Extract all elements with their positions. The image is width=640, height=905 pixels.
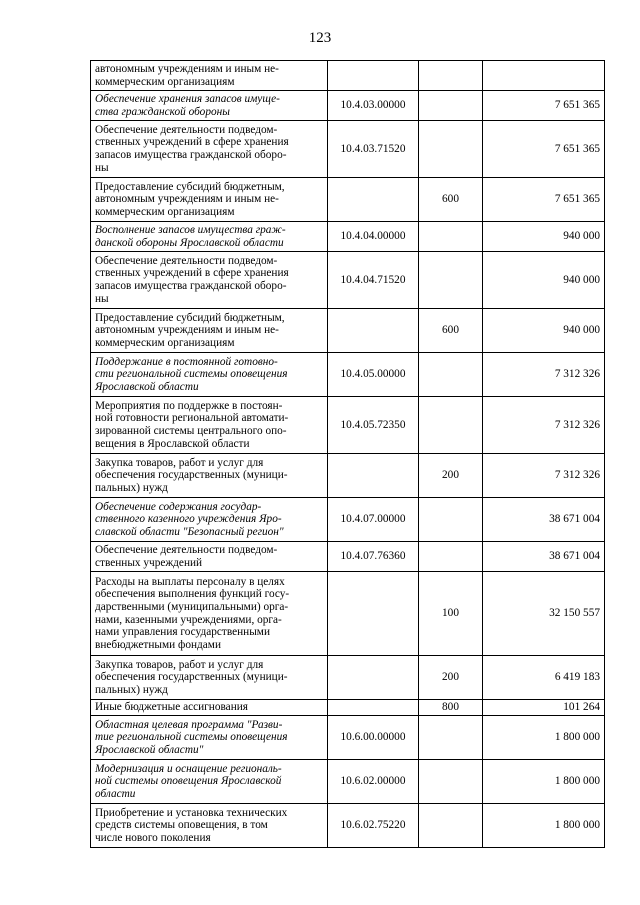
type-cell xyxy=(419,61,483,91)
amount-cell: 940 000 xyxy=(483,222,605,252)
type-cell xyxy=(419,91,483,121)
table-row xyxy=(91,542,605,572)
amount-cell: 32 150 557 xyxy=(483,572,605,656)
code-cell xyxy=(328,61,419,91)
code-cell: 10.4.07.76360 xyxy=(328,542,419,572)
code-cell: 10.4.04.00000 xyxy=(328,222,419,252)
name-cell: Закупка товаров, работ и услуг для обеспечения государственных (муници- пальных) нужд xyxy=(91,656,328,700)
table-row xyxy=(91,309,605,353)
amount-cell: 7 651 365 xyxy=(483,121,605,178)
type-cell xyxy=(419,542,483,572)
code-cell: 10.4.03.71520 xyxy=(328,121,419,178)
name-cell: Областная целевая программа "Разви- тие региональной системы оповещения Ярославской области" xyxy=(91,716,328,760)
code-cell: 10.6.00.00000 xyxy=(328,716,419,760)
table-row xyxy=(91,252,605,309)
code-cell: 10.4.05.72350 xyxy=(328,397,419,454)
type-cell xyxy=(419,760,483,804)
type-cell: 800 xyxy=(419,700,483,716)
name-cell: Восполнение запасов имущества граж- данской обороны Ярославской области xyxy=(91,222,328,252)
code-cell xyxy=(328,572,419,656)
name-cell: Иные бюджетные ассигнования xyxy=(91,700,328,716)
amount-cell: 940 000 xyxy=(483,252,605,309)
name-cell: Обеспечение содержания государ- ственного казенного учреждения Яро- славской области "Безопасный регион" xyxy=(91,498,328,542)
type-cell xyxy=(419,252,483,309)
name-cell: Модернизация и оснащение региональ- ной системы оповещения Ярославской области xyxy=(91,760,328,804)
type-cell xyxy=(419,804,483,848)
table-row xyxy=(91,121,605,178)
table-row xyxy=(91,454,605,498)
table-row xyxy=(91,397,605,454)
name-cell: Приобретение и установка технических средств системы оповещения, в том числе нового поколения xyxy=(91,804,328,848)
name-cell: Обеспечение деятельности подведом- ственных учреждений в сфере хранения запасов имущества гражданской оборо- ны xyxy=(91,121,328,178)
amount-cell: 1 800 000 xyxy=(483,716,605,760)
name-cell: Поддержание в постоянной готовно- сти региональной системы оповещения Ярославской области xyxy=(91,353,328,397)
table-row xyxy=(91,656,605,700)
code-cell xyxy=(328,656,419,700)
amount-cell: 7 312 326 xyxy=(483,397,605,454)
table-row xyxy=(91,353,605,397)
amount-cell: 38 671 004 xyxy=(483,542,605,572)
table-row xyxy=(91,61,605,91)
amount-cell: 6 419 183 xyxy=(483,656,605,700)
code-cell xyxy=(328,700,419,716)
type-cell: 200 xyxy=(419,454,483,498)
amount-cell: 101 264 xyxy=(483,700,605,716)
page-number: 123 xyxy=(308,30,332,46)
type-cell: 600 xyxy=(419,309,483,353)
type-cell: 200 xyxy=(419,656,483,700)
type-cell xyxy=(419,716,483,760)
code-cell: 10.4.03.00000 xyxy=(328,91,419,121)
budget-table xyxy=(90,60,605,848)
code-cell xyxy=(328,454,419,498)
table-row xyxy=(91,716,605,760)
table-row xyxy=(91,760,605,804)
type-cell: 100 xyxy=(419,572,483,656)
table-row xyxy=(91,572,605,656)
table-row xyxy=(91,91,605,121)
code-cell xyxy=(328,178,419,222)
code-cell: 10.6.02.75220 xyxy=(328,804,419,848)
table-row xyxy=(91,804,605,848)
code-cell: 10.4.05.00000 xyxy=(328,353,419,397)
amount-cell xyxy=(483,61,605,91)
type-cell xyxy=(419,353,483,397)
name-cell: Расходы на выплаты персоналу в целях обеспечения выполнения функций госу- дарственными (муниципальными) орга- нами, казенными учреждениями, орга- нами управления государственными внебюджетными фондами xyxy=(91,572,328,656)
type-cell xyxy=(419,121,483,178)
type-cell: 600 xyxy=(419,178,483,222)
amount-cell: 38 671 004 xyxy=(483,498,605,542)
name-cell: Обеспечение деятельности подведом- ственных учреждений в сфере хранения запасов имущества гражданской оборо- ны xyxy=(91,252,328,309)
code-cell: 10.4.04.71520 xyxy=(328,252,419,309)
table-row xyxy=(91,222,605,252)
type-cell xyxy=(419,222,483,252)
name-cell: Закупка товаров, работ и услуг для обеспечения государственных (муници- пальных) нужд xyxy=(91,454,328,498)
table-row xyxy=(91,498,605,542)
amount-cell: 1 800 000 xyxy=(483,760,605,804)
amount-cell: 1 800 000 xyxy=(483,804,605,848)
table-row xyxy=(91,178,605,222)
code-cell: 10.4.07.00000 xyxy=(328,498,419,542)
name-cell: Обеспечение деятельности подведом- ственных учреждений xyxy=(91,542,328,572)
name-cell: Мероприятия по поддержке в постоян- ной готовности региональной автомати- зированной системы центрального опо- вещения в Ярославской области xyxy=(91,397,328,454)
table-body xyxy=(91,61,605,848)
amount-cell: 7 651 365 xyxy=(483,178,605,222)
table-row xyxy=(91,700,605,716)
code-cell xyxy=(328,309,419,353)
name-cell: Предоставление субсидий бюджетным, автономным учреждениям и иным не- коммерческим организациям xyxy=(91,178,328,222)
amount-cell: 7 312 326 xyxy=(483,353,605,397)
type-cell xyxy=(419,397,483,454)
name-cell: Обеспечение хранения запасов имуще- ства гражданской обороны xyxy=(91,91,328,121)
amount-cell: 940 000 xyxy=(483,309,605,353)
type-cell xyxy=(419,498,483,542)
name-cell: Предоставление субсидий бюджетным, автономным учреждениям и иным не- коммерческим организациям xyxy=(91,309,328,353)
code-cell: 10.6.02.00000 xyxy=(328,760,419,804)
name-cell: автономным учреждениям и иным не- коммерческим организациям xyxy=(91,61,328,91)
amount-cell: 7 651 365 xyxy=(483,91,605,121)
amount-cell: 7 312 326 xyxy=(483,454,605,498)
